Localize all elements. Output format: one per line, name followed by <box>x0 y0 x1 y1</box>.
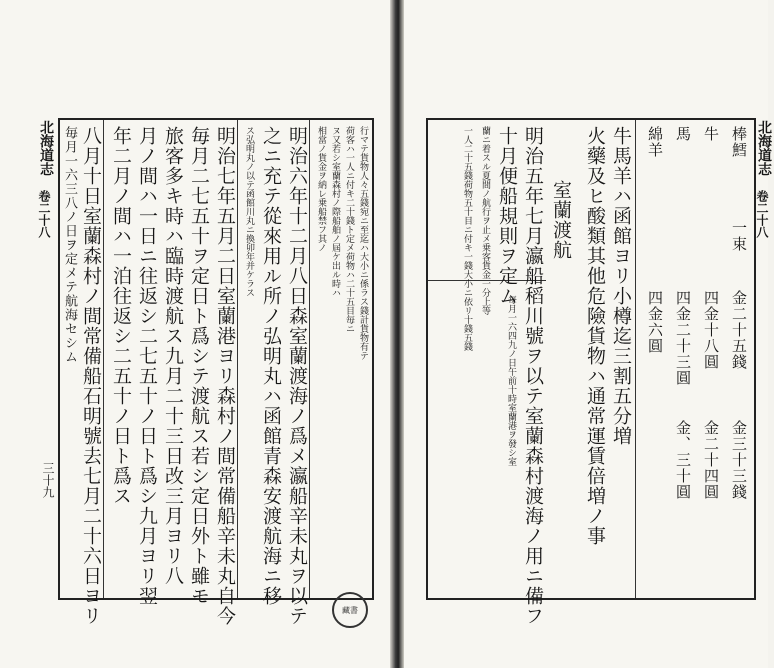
table-left-border <box>635 120 636 598</box>
right-running-header: 北海道志 <box>756 120 772 176</box>
table-label-1: 棒鱈 <box>730 126 748 158</box>
table-price-1b: 金三十三錢 <box>730 420 748 500</box>
right-col-4: 明治五年七月瀛船稻川號ヲ以テ室蘭森村渡海ノ用ニ備フ <box>522 126 544 626</box>
right-col-6: 每月一六四九ノ日午前十時室蘭港ヲ發シ室 <box>506 295 516 466</box>
left-col-2: 荷客ハ一人ニ付キ二十錢ト定メ荷物ハ二十五目毎ニ <box>344 126 354 333</box>
table-label-3: 馬 <box>674 126 692 142</box>
table-price-2a: 四金十八圓 <box>702 290 720 370</box>
left-col-12: 年二月ノ間ハ一泊往返シ二五十ノ日ト爲ス <box>110 126 132 506</box>
table-unit-1: 一束 <box>730 220 748 252</box>
table-label-4: 綿羊 <box>646 126 664 158</box>
left-col-14: 毎月一六三八ノ日ヲ定メテ航海セシム <box>62 126 77 364</box>
right-col-1: 牛馬羊ハ函館ヨリ小樽迄三割五分増 <box>610 126 632 446</box>
library-seal: 藏書 <box>332 592 368 628</box>
left-col-3: ヌ又若シ室蘭森村ノ際船舶ノ屆ケ出ル時ハ <box>330 126 340 297</box>
left-folio-number: 三十九 <box>41 462 55 498</box>
left-col-5: 明治六年十二月八日森室蘭渡海ノ爲メ瀛船辛未丸ヲ以テ <box>286 126 308 626</box>
left-col-1: 行マテ貨物人々五錢宛ニ至迄ハ大小ニ係ラス錢計貨物有テ <box>358 126 368 360</box>
table-price-3b: 金、三十圓 <box>674 420 692 500</box>
right-col-2: 火藥及ヒ酸類其他危險貨物ハ通常運賃倍増ノ事 <box>584 126 606 546</box>
left-col-10: 旅客多キ時ハ臨時渡航ス九月二十三日改三月ヨリ八 <box>162 126 184 586</box>
right-page <box>404 0 772 668</box>
left-col-9: 毎月二七五十ヲ定日ト爲シテ渡航ス若シ定日外ト雖モ <box>188 126 210 606</box>
left-volume-label: 卷二十八 <box>37 190 51 238</box>
table-price-3a: 四金二十三圓 <box>674 290 692 386</box>
left-divider-2 <box>237 120 238 598</box>
table-price-4a: 四金六圓 <box>646 290 664 354</box>
left-col-4: 相當ノ貨金ヲ納レ乗船禁フ其ノ <box>316 126 326 252</box>
left-col-7: ス弘明丸ノ以テ函館川丸ニ換卯年并ケラス <box>244 126 254 297</box>
right-col-7: 蘭ニ着スル夏間ノ航行ヲ止メ乗客貨金一分上等 <box>480 126 490 315</box>
left-divider-3 <box>103 120 104 598</box>
right-volume-label: 卷二十八 <box>755 190 769 238</box>
right-col-8: 一人二十五錢荷物五十目ニ付キ一錢大小ニ依リ十錢五錢 <box>462 126 472 351</box>
left-col-11: 月ノ間ハ一日ニ往返シ二七五十ノ日ト爲シ九月ヨリ翌 <box>136 126 158 606</box>
section-title: 室蘭渡航 <box>550 180 572 260</box>
left-divider-1 <box>309 120 310 598</box>
right-text-frame <box>426 118 756 626</box>
table-price-2b: 金二十四圓 <box>702 420 720 500</box>
left-col-13: 八月十日室蘭森村ノ間常備船石明號去七月二十六日ヨリ <box>80 126 102 626</box>
table-label-2: 牛 <box>702 126 720 142</box>
left-running-header: 北海道志 <box>38 120 54 176</box>
book-gutter <box>390 0 404 668</box>
left-col-6: 之ニ充テ從來用ル所ノ弘明丸ハ函館青森安渡航海ニ移 <box>260 126 282 606</box>
right-col-5: 十月便船規則ヲ定ム <box>496 126 518 306</box>
left-col-8: 明治七年五月二日室蘭港ヨリ森村ノ間常備船辛未丸自今 <box>214 126 236 626</box>
table-price-1a: 金二十五錢 <box>730 290 748 370</box>
